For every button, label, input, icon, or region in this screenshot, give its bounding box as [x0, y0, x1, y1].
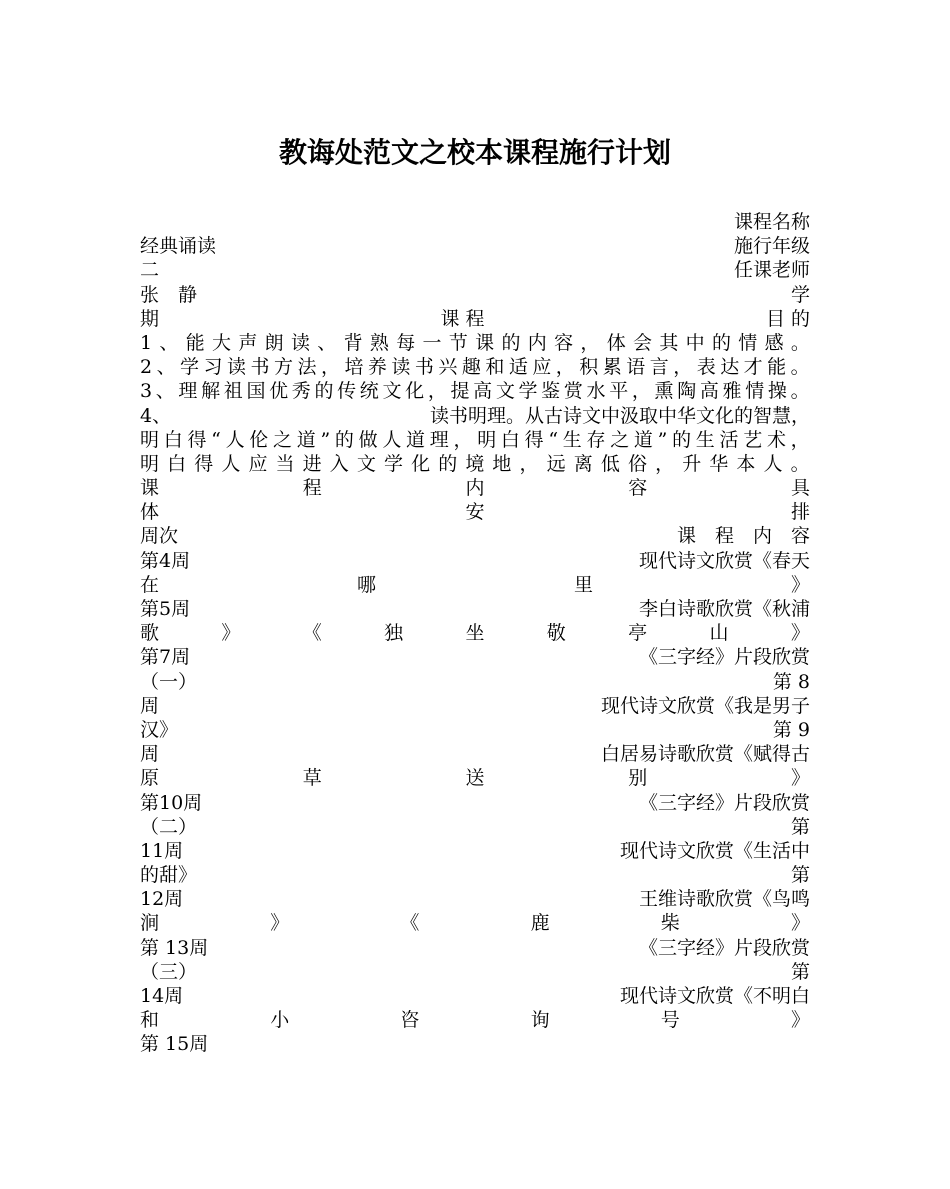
text-char: 之	[273, 428, 293, 451]
text-segment: 现代诗文欣赏《生活中	[619, 839, 810, 862]
text-char: 。	[790, 331, 810, 354]
text-char: 明	[140, 428, 160, 451]
text-line	[140, 766, 810, 790]
text-line	[140, 283, 810, 307]
text-line	[140, 307, 810, 331]
text-char: 生	[562, 428, 582, 451]
text-segment: 二	[140, 259, 160, 282]
text-segment: 柴	[660, 912, 680, 935]
text-char: 水	[586, 380, 606, 403]
text-line	[140, 815, 810, 839]
text-char: 艺	[743, 428, 763, 451]
text-char: 中	[685, 331, 705, 354]
text-line	[140, 960, 810, 984]
text-char: 白	[167, 452, 187, 475]
text-char: 得	[194, 452, 214, 475]
text-segment: 目 的	[765, 307, 810, 330]
text-char: 应	[532, 356, 552, 379]
text-char: 每	[396, 331, 416, 354]
text-segment: 的甜》	[140, 864, 198, 887]
text-char: 。	[790, 380, 810, 403]
text-line	[140, 210, 810, 234]
text-char: 的	[501, 331, 521, 354]
text-line	[140, 718, 810, 742]
text-char: 华	[709, 452, 729, 475]
text-char: ，	[673, 356, 693, 379]
text-segment: 第 9	[772, 718, 810, 741]
text-line	[140, 621, 810, 645]
text-segment: 号	[660, 1009, 680, 1032]
text-char: 人	[225, 428, 245, 451]
text-char: 习	[203, 356, 223, 379]
text-char: 得	[187, 428, 207, 451]
text-char: 3	[140, 380, 153, 403]
text-char: ，	[580, 331, 600, 354]
text-char: 声	[238, 331, 258, 354]
text-line	[140, 355, 810, 379]
text-segment: 询	[530, 1009, 550, 1032]
text-char: ”	[657, 428, 668, 451]
text-segment: 容	[628, 477, 648, 500]
text-segment: 敬	[546, 622, 566, 645]
text-char: 赏	[563, 380, 583, 403]
text-char: 的	[711, 331, 731, 354]
text-char: 入	[329, 452, 349, 475]
text-char: 2	[140, 356, 153, 379]
text-char: 熏	[654, 380, 674, 403]
text-char: ，	[519, 452, 539, 475]
text-segment: 独	[384, 622, 404, 645]
text-char: 读	[391, 356, 411, 379]
text-char: 提	[450, 380, 470, 403]
document-body	[140, 210, 810, 1057]
text-segment: 现代诗文欣赏《不明白	[619, 985, 810, 1007]
text-line	[140, 1032, 810, 1056]
text-char: 的	[438, 452, 458, 475]
text-char: 文	[356, 452, 376, 475]
document-title: 教诲处范文之校本课程施行计划	[278, 136, 671, 169]
text-char: 进	[302, 452, 322, 475]
text-char: 祖	[223, 380, 243, 403]
text-segment: 11周	[140, 839, 184, 862]
text-char: 一	[422, 331, 442, 354]
text-char: 朗	[264, 331, 284, 354]
text-char: 的	[672, 428, 692, 451]
text-segment: 课 程 内 容	[676, 525, 810, 548]
text-char: 理	[178, 380, 198, 403]
text-segment: 原	[140, 767, 160, 790]
text-segment: 周次	[140, 525, 179, 548]
text-char: 术	[766, 428, 786, 451]
text-char: 生	[695, 428, 715, 451]
text-segment: 小	[270, 1009, 290, 1032]
text-segment: 现代诗文欣赏《春天	[638, 549, 810, 572]
text-segment: 鹿	[530, 912, 550, 935]
text-segment: 程	[302, 477, 322, 500]
text-char: 能	[185, 331, 205, 354]
text-char: 当	[275, 452, 295, 475]
text-char: 地	[492, 452, 512, 475]
text-char: 应	[248, 452, 268, 475]
text-char: 得	[524, 428, 544, 451]
text-segment: 体	[140, 501, 160, 524]
text-segment: 期	[140, 307, 160, 330]
text-segment: 《三字经》片段欣赏	[638, 646, 810, 669]
text-segment: 张 静	[140, 283, 198, 306]
text-char: 和	[485, 356, 505, 379]
text-char: 低	[600, 452, 620, 475]
text-char: 活	[719, 428, 739, 451]
text-line	[140, 549, 810, 573]
text-segment: 课	[140, 477, 160, 500]
text-char: 养	[367, 356, 387, 379]
text-char: 课	[475, 331, 495, 354]
text-char: 读	[290, 331, 310, 354]
text-segment: 周	[140, 694, 160, 717]
text-char: 1	[140, 331, 153, 354]
text-char: ，	[320, 356, 340, 379]
text-char: 容	[554, 331, 574, 354]
text-char: 适	[508, 356, 528, 379]
text-char: 能	[767, 356, 787, 379]
text-segment: 》	[790, 767, 810, 790]
text-char: 操	[767, 380, 787, 403]
text-char: 本	[736, 452, 756, 475]
text-char: 、	[155, 380, 175, 403]
text-char: 学	[518, 380, 538, 403]
text-char: 道	[406, 428, 426, 451]
text-char: 平	[609, 380, 629, 403]
text-char: 情	[745, 380, 765, 403]
text-char: 离	[573, 452, 593, 475]
text-char: 。	[790, 452, 810, 475]
text-line	[140, 331, 810, 355]
text-char: 化	[411, 452, 431, 475]
text-char: 节	[448, 331, 468, 354]
text-char: 明	[477, 428, 497, 451]
text-char: 其	[659, 331, 679, 354]
text-segment: 第	[790, 864, 810, 887]
text-segment: 课 程	[440, 307, 485, 330]
text-char: 人	[763, 452, 783, 475]
text-char: 学	[383, 452, 403, 475]
text-char: 人	[382, 428, 402, 451]
text-char: 。	[790, 356, 810, 379]
text-segment: 第	[790, 815, 810, 838]
text-char: 感	[764, 331, 784, 354]
text-char: 解	[201, 380, 221, 403]
text-segment: 任课老师	[733, 259, 810, 282]
text-segment: 《	[302, 622, 322, 645]
text-char: 之	[610, 428, 630, 451]
text-segment: 》	[270, 912, 290, 935]
text-segment: 安	[465, 501, 485, 524]
text-char: 、	[159, 331, 179, 354]
text-segment: 周	[140, 743, 160, 766]
text-char: ，	[655, 452, 675, 475]
text-line	[140, 863, 810, 887]
text-char: 升	[682, 452, 702, 475]
text-segment: 学	[790, 283, 810, 306]
text-char: 兴	[438, 356, 458, 379]
text-segment: 汉》	[140, 718, 179, 741]
text-line	[140, 428, 810, 452]
text-char: “	[211, 428, 221, 451]
text-segment: （二）	[140, 815, 198, 838]
text-char: 言	[649, 356, 669, 379]
text-char: 大	[212, 331, 232, 354]
text-char: 理	[429, 428, 449, 451]
text-char: 累	[602, 356, 622, 379]
text-segment: 》	[790, 622, 810, 645]
text-char: 书	[250, 356, 270, 379]
text-char: 文	[495, 380, 515, 403]
text-line	[140, 984, 810, 1008]
text-char: 文	[382, 380, 402, 403]
text-char: 境	[465, 452, 485, 475]
text-char: ，	[631, 380, 651, 403]
text-char: ，	[427, 380, 447, 403]
text-char: 高	[699, 380, 719, 403]
text-line	[140, 597, 810, 621]
text-line	[140, 694, 810, 718]
text-char: 、	[156, 356, 176, 379]
text-line	[140, 404, 810, 428]
text-char: 化	[405, 380, 425, 403]
text-char: 白	[163, 428, 183, 451]
text-char: 会	[633, 331, 653, 354]
text-char: 伦	[249, 428, 269, 451]
text-char: 方	[273, 356, 293, 379]
text-char: 优	[269, 380, 289, 403]
text-char: 国	[246, 380, 266, 403]
text-line	[140, 234, 810, 258]
text-segment: 草	[302, 767, 322, 790]
text-char: 白	[500, 428, 520, 451]
text-char: 熟	[369, 331, 389, 354]
text-line	[140, 936, 810, 960]
text-segment: （三）	[140, 960, 198, 983]
text-segment: 》	[221, 622, 241, 645]
text-line	[140, 500, 810, 524]
text-segment: （一）	[140, 670, 198, 693]
text-line	[140, 887, 810, 911]
text-segment: 第4周	[140, 549, 191, 572]
text-char: 书	[414, 356, 434, 379]
text-char: 学	[180, 356, 200, 379]
text-segment: 具	[790, 477, 810, 500]
text-segment: 《三字经》片段欣赏	[638, 936, 810, 959]
text-segment: 送	[465, 767, 485, 790]
text-segment: 李白诗歌欣赏《秋浦	[638, 598, 810, 620]
text-segment: 《	[400, 912, 420, 935]
text-segment: 第	[790, 960, 810, 983]
text-segment: 》	[790, 1009, 810, 1032]
text-segment: 《三字经》片段欣赏	[638, 791, 810, 814]
text-line	[140, 573, 810, 597]
text-segment: 和	[140, 1009, 160, 1032]
text-segment: 在	[140, 573, 160, 596]
text-char: 语	[626, 356, 646, 379]
text-char: 做	[358, 428, 378, 451]
text-char: 统	[359, 380, 379, 403]
text-segment: 课程名称	[733, 211, 810, 233]
text-char: 趣	[461, 356, 481, 379]
text-segment: 施行年级	[733, 235, 810, 258]
text-segment: 经典诵读	[140, 235, 217, 258]
text-segment: 咨	[400, 1009, 420, 1032]
text-char: 达	[720, 356, 740, 379]
text-segment: 排	[790, 501, 810, 524]
text-char: 、	[317, 331, 337, 354]
text-segment: 哪	[356, 573, 376, 596]
text-segment: 里	[573, 573, 593, 596]
text-char: 传	[337, 380, 357, 403]
text-char: 明	[140, 452, 160, 475]
text-char: 雅	[722, 380, 742, 403]
text-segment: 第 8	[772, 670, 810, 693]
text-line	[140, 1008, 810, 1032]
text-segment: 第 13周	[140, 936, 209, 959]
text-segment: 现代诗文欣赏《我是男子	[600, 694, 810, 717]
text-segment: 第 15周	[140, 1033, 209, 1056]
text-char: 秀	[291, 380, 311, 403]
text-segment: 第10周	[140, 791, 203, 814]
text-segment: 4、	[140, 404, 172, 427]
text-segment: 坐	[465, 622, 485, 645]
text-line	[140, 839, 810, 863]
text-line	[140, 476, 810, 500]
text-char: 道	[633, 428, 653, 451]
text-char: 陶	[677, 380, 697, 403]
text-line	[140, 524, 810, 548]
text-segment: 涧	[140, 912, 160, 935]
text-char: 存	[586, 428, 606, 451]
text-char: 读	[227, 356, 247, 379]
text-char: 培	[344, 356, 364, 379]
text-line	[140, 670, 810, 694]
text-segment: 14周	[140, 985, 184, 1007]
text-segment: 第7周	[140, 646, 191, 669]
text-char: 的	[314, 380, 334, 403]
text-segment: 读书明理。从古诗文中汲取中华文化的智慧，	[429, 404, 810, 427]
text-char: ，	[790, 428, 810, 451]
text-char: 内	[527, 331, 547, 354]
text-char: 背	[343, 331, 363, 354]
text-line	[140, 379, 810, 403]
text-char: 情	[738, 331, 758, 354]
text-char: 积	[579, 356, 599, 379]
text-char: 的	[334, 428, 354, 451]
text-line	[140, 911, 810, 935]
text-char: “	[548, 428, 559, 451]
text-char: 远	[546, 452, 566, 475]
text-segment: 别	[628, 767, 648, 790]
text-segment: 亭	[628, 622, 648, 645]
text-line	[140, 645, 810, 669]
text-char: 表	[696, 356, 716, 379]
text-char: ”	[320, 428, 331, 451]
text-char: 体	[606, 331, 626, 354]
text-char: 才	[743, 356, 763, 379]
text-line	[140, 258, 810, 282]
text-segment: 山	[709, 622, 729, 645]
text-char: 高	[473, 380, 493, 403]
text-char: ，	[453, 428, 473, 451]
text-char: 道	[296, 428, 316, 451]
text-char: ，	[555, 356, 575, 379]
text-line	[140, 742, 810, 766]
text-char: 法	[297, 356, 317, 379]
text-segment: 白居易诗歌欣赏《赋得古	[600, 743, 810, 766]
text-char: 俗	[627, 452, 647, 475]
text-segment: 》	[790, 912, 810, 935]
text-line	[140, 791, 810, 815]
text-segment: 第5周	[140, 598, 191, 620]
text-segment: 歌	[140, 622, 160, 645]
text-segment: 内	[465, 477, 485, 500]
text-segment: 12周	[140, 888, 184, 911]
text-segment: 》	[790, 573, 810, 596]
text-char: 人	[221, 452, 241, 475]
text-segment: 王维诗歌欣赏《鸟鸣	[638, 888, 810, 911]
text-line	[140, 452, 810, 476]
text-char: 鉴	[541, 380, 561, 403]
